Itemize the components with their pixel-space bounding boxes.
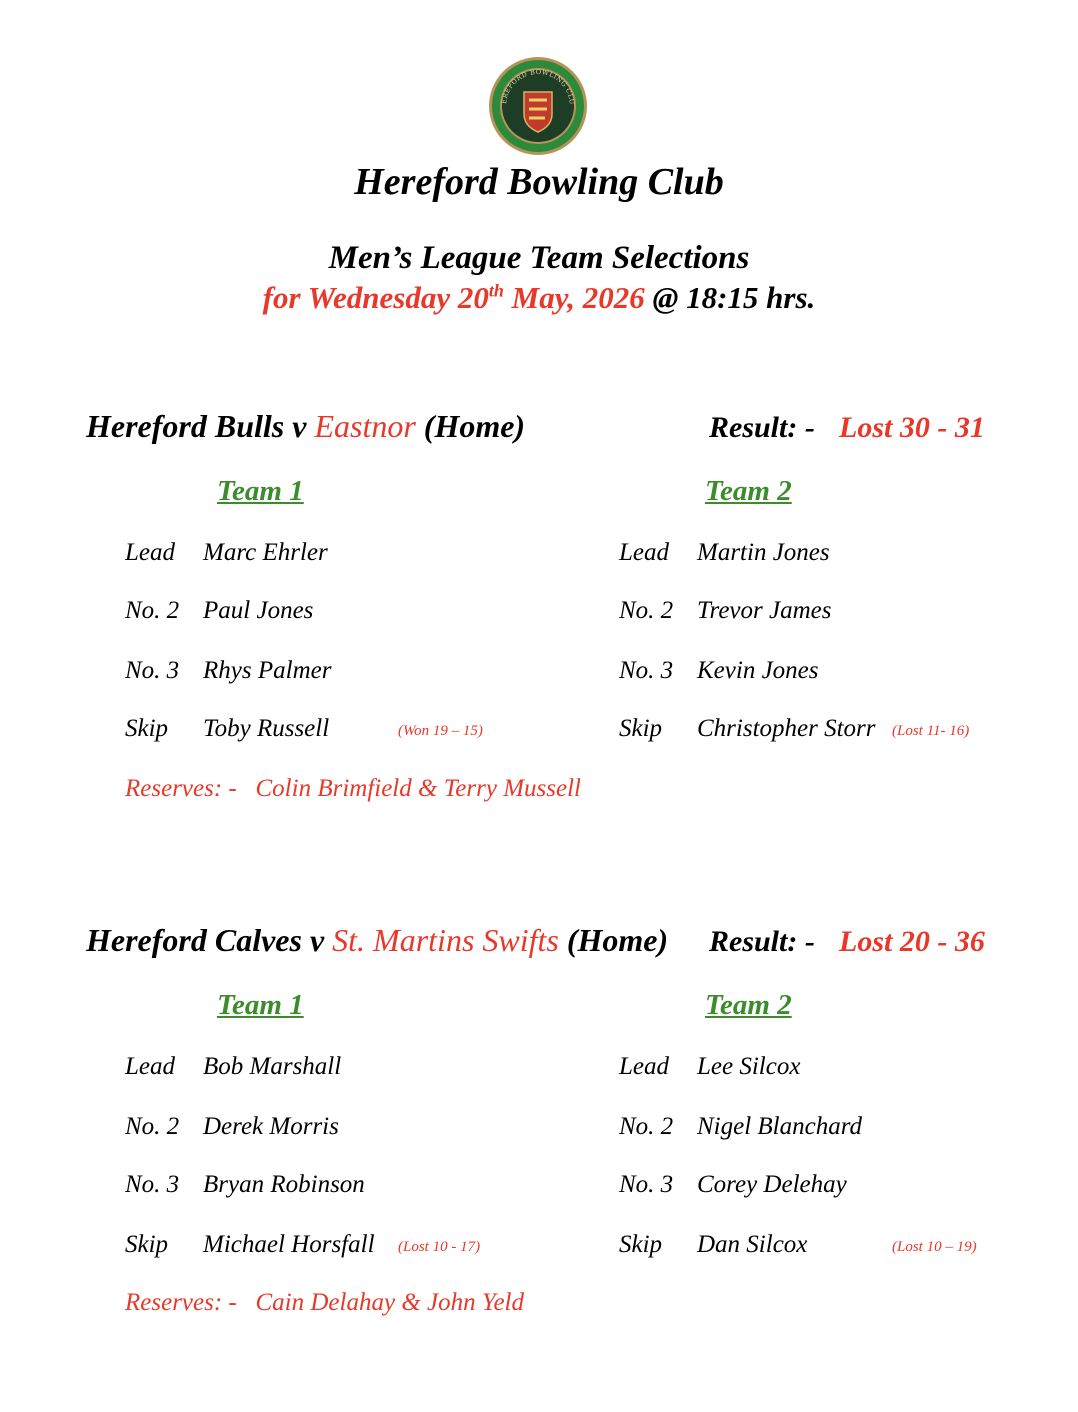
position-label: No. 3 [125, 1171, 180, 1198]
position-label: No. 2 [125, 1113, 180, 1140]
player-name: Bryan Robinson [203, 1171, 365, 1198]
player-name: Lee Silcox [697, 1053, 801, 1080]
player-name: Dan Silcox [697, 1231, 808, 1258]
opponent-team: St. Martins Swifts [332, 922, 559, 958]
hereford-bowling-club-crest-icon [488, 56, 588, 156]
home-team: Hereford Calves v [86, 922, 333, 958]
match-2-header [86, 922, 668, 959]
rink-score-note: (Lost 11- 16) [892, 723, 970, 739]
date-suffix: May, 2026 [503, 280, 645, 315]
match-1-reserves [125, 775, 581, 803]
rink-score-note: (Lost 10 - 17) [398, 1239, 481, 1255]
player-name: Corey Delehay [697, 1171, 847, 1198]
player-name: Toby Russell [203, 715, 330, 742]
position-label: No. 3 [125, 657, 180, 684]
position-label: Lead [125, 1053, 175, 1080]
position-label: Lead [619, 1053, 669, 1080]
fixture-time: @ 18:15 hrs. [644, 280, 816, 315]
position-label: Skip [125, 715, 169, 742]
position-label: Skip [125, 1231, 169, 1258]
home-team: Hereford Bulls v [86, 408, 315, 444]
rink-score-note: (Lost 10 – 19) [892, 1239, 977, 1255]
player-name: Kevin Jones [697, 657, 819, 684]
player-name: Marc Ehrler [203, 539, 328, 566]
player-name: Paul Jones [203, 597, 314, 624]
venue: (Home) [415, 408, 526, 444]
page-title: Men’s League Team Selections [328, 240, 750, 276]
match-2-team-2-heading: Team 2 [705, 989, 792, 1021]
match-2-team-1-heading: Team 1 [217, 989, 304, 1021]
player-name: Rhys Palmer [203, 657, 332, 684]
position-label: No. 2 [125, 597, 180, 624]
player-name: Martin Jones [697, 539, 830, 566]
opponent-team: Eastnor [314, 408, 416, 444]
player-name: Bob Marshall [203, 1053, 342, 1080]
position-label: Lead [125, 539, 175, 566]
player-name: Trevor James [697, 597, 832, 624]
player-name: Christopher Storr [697, 715, 876, 742]
reserves-label: Reserves: - [125, 775, 237, 802]
match-2-result-value: Lost 20 - 36 [839, 925, 985, 958]
club-crest-logo [488, 56, 588, 156]
position-label: Skip [619, 715, 663, 742]
match-2-result-label: Result: - [709, 925, 815, 958]
match-1-result-value: Lost 30 - 31 [839, 411, 985, 444]
fixture-date [0, 280, 1078, 316]
player-name: Derek Morris [203, 1113, 339, 1140]
player-name: Nigel Blanchard [697, 1113, 863, 1140]
club-title: Hereford Bowling Club [354, 161, 724, 203]
position-label: Lead [619, 539, 669, 566]
player-name: Michael Horsfall [203, 1231, 375, 1258]
date-prefix: for Wednesday 20 [262, 280, 489, 315]
match-1-header [86, 408, 525, 445]
position-label: No. 3 [619, 1171, 674, 1198]
venue: (Home) [558, 922, 669, 958]
match-1-team-1-heading: Team 1 [217, 475, 304, 507]
reserves-label: Reserves: - [125, 1289, 237, 1316]
position-label: No. 2 [619, 1113, 674, 1140]
position-label: Skip [619, 1231, 663, 1258]
reserves-names: Cain Delahay & John Yeld [255, 1289, 525, 1316]
position-label: No. 3 [619, 657, 674, 684]
rink-score-note: (Won 19 – 15) [398, 723, 483, 739]
date-ordinal: th [488, 280, 504, 301]
reserves-names: Colin Brimfield & Terry Mussell [255, 775, 581, 802]
match-2-reserves [125, 1289, 524, 1317]
position-label: No. 2 [619, 597, 674, 624]
match-1-result-label: Result: - [709, 411, 815, 444]
svg-text:HEREFORD BOWLING CLUB: EREFORD BOWLING CLU [500, 67, 577, 106]
match-1-team-2-heading: Team 2 [705, 475, 792, 507]
